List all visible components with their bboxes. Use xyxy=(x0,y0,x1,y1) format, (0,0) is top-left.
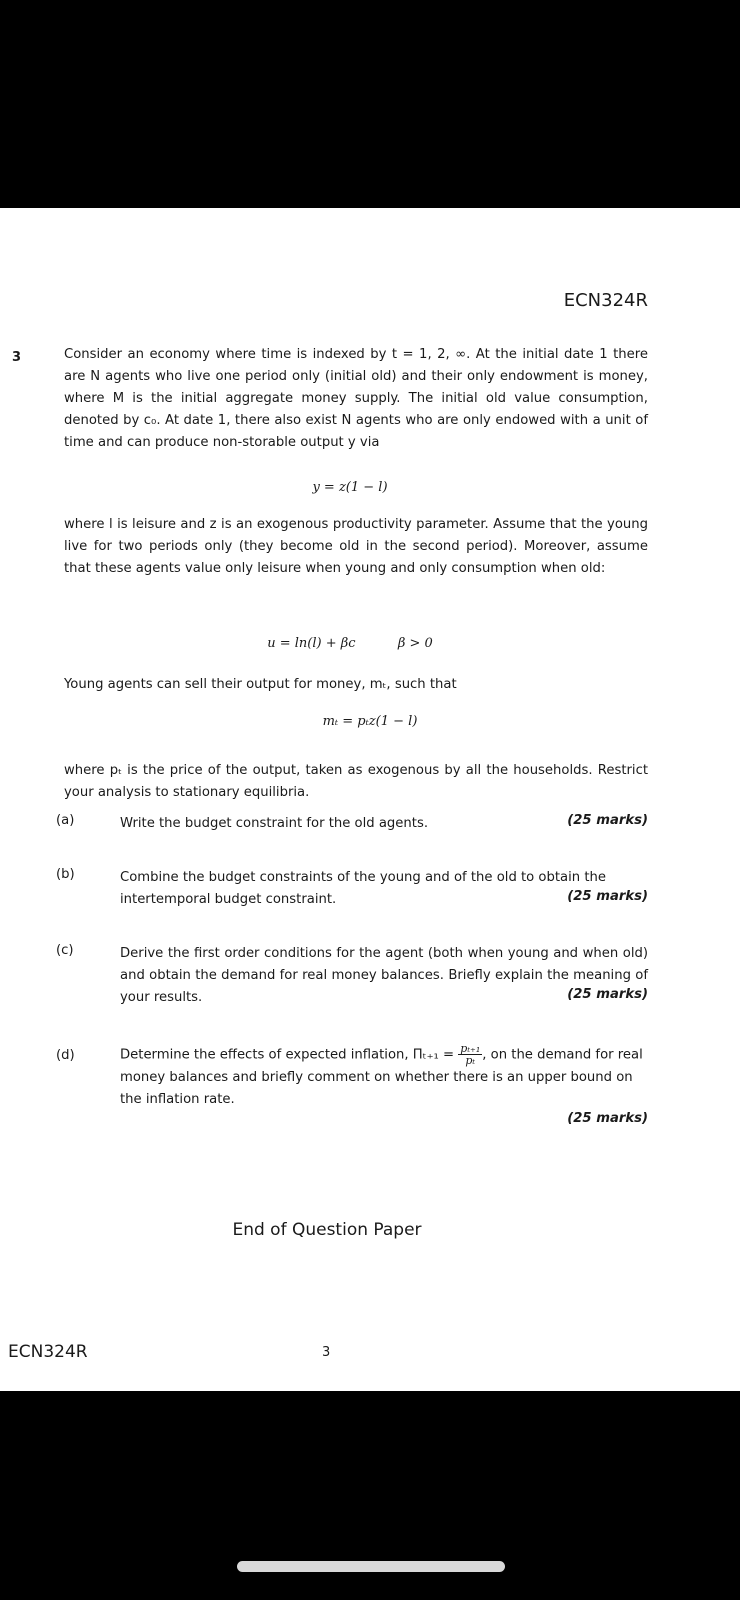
part-b-label: (b) xyxy=(56,867,75,882)
part-d-first-line xyxy=(120,1043,648,1111)
part-b-text: Combine the budget constraints of the young and of the old to obtain the intertemporal budget constraint. xyxy=(120,870,606,907)
equation-utility: u = ln(l) + βc xyxy=(267,636,356,651)
part-d-text-after: , on the demand for real money balances and briefly comment on whether there is an upper bound on the inflation rate. xyxy=(120,1047,643,1107)
footer-page-number: 3 xyxy=(322,1345,331,1360)
equation-utility-row xyxy=(0,636,700,651)
footer-course-code: ECN324R xyxy=(8,1342,88,1362)
part-c-marks: (25 marks) xyxy=(567,987,648,1002)
part-b-marks: (25 marks) xyxy=(567,889,648,904)
equation-beta-condition: β > 0 xyxy=(397,636,433,651)
part-a-label: (a) xyxy=(56,813,75,828)
question-paragraph-money: Young agents can sell their output for money, mₜ, such that xyxy=(64,677,457,692)
question-paper-page xyxy=(0,208,740,1391)
part-d-text-before: Determine the effects of expected inflation, Πₜ₊₁ = xyxy=(120,1047,455,1063)
equation-output: y = z(1 − l) xyxy=(312,480,388,495)
part-a-marks: (25 marks) xyxy=(567,813,648,828)
header-course-code: ECN324R xyxy=(563,290,648,311)
part-c-text: Derive the first order conditions for the agent (both when young and when old) and obtain the demand for real money balances. Briefly explain the meaning of your results. xyxy=(120,946,648,1005)
part-c-label: (c) xyxy=(56,943,74,958)
part-d-label: (d) xyxy=(56,1048,75,1063)
home-indicator-bar[interactable] xyxy=(237,1561,505,1572)
fraction-numerator: pₜ₊₁ xyxy=(460,1042,481,1055)
question-paragraph-price: where pₜ is the price of the output, taken as exogenous by all the households. Restrict your analysis to stationary equilibria. xyxy=(64,763,648,800)
question-paragraph-leisure: where l is leisure and z is an exogenous productivity parameter. Assume that the young live for two periods only (they become old in the second period). Moreover, assume that these agents value only leisure when young and only consumption when old: xyxy=(64,517,648,576)
equation-money: mₜ = pₜz(1 − l) xyxy=(322,714,418,729)
inflation-fraction xyxy=(458,1043,482,1066)
question-number: 3 xyxy=(12,350,22,365)
end-of-paper-text: End of Question Paper xyxy=(232,1220,422,1240)
part-d-marks: (25 marks) xyxy=(567,1111,648,1126)
question-intro: Consider an economy where time is indexed by t = 1, 2, ∞. At the initial date 1 there are N agents who live one period only (initial old) and their only endowment is money, where M is the initial aggregate money supply. The initial old value consumption, denoted by c₀. At date 1, there also exist N agents who are only endowed with a unit of time and can produce non-storable output y via xyxy=(64,347,648,450)
part-a-text: Write the budget constraint for the old agents. xyxy=(120,816,429,831)
fraction-denominator: pₜ xyxy=(465,1054,476,1067)
